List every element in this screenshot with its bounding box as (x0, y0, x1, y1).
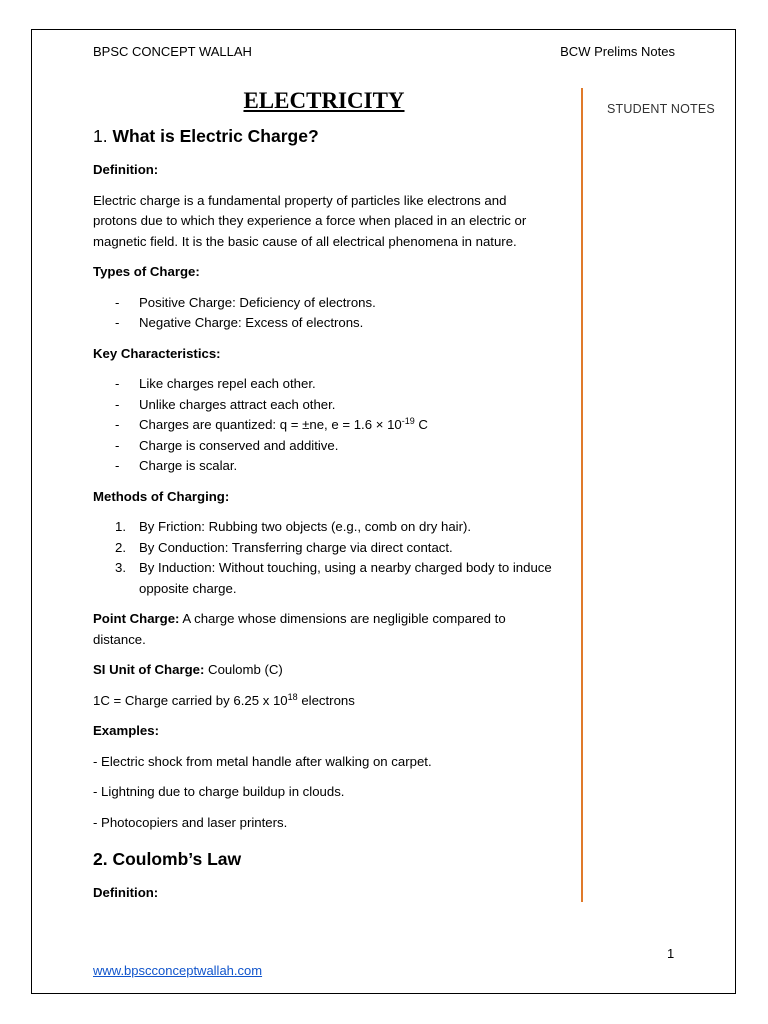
list-item-text: Positive Charge: Deficiency of electrons. (139, 294, 376, 310)
list-item: - Charge is conserved and additive. (115, 437, 339, 453)
example-item: - Photocopiers and laser printers. (93, 814, 288, 830)
list-item: - Unlike charges attract each other. (115, 396, 336, 412)
key-characteristics-list (93, 374, 553, 477)
coulomb-definition (93, 691, 553, 712)
section-1-heading (93, 124, 553, 148)
main-content (93, 86, 553, 914)
list-item-text: Charge is scalar. (139, 458, 238, 473)
section-2-definition-label: Definition: (93, 885, 159, 900)
student-notes-label: STUDENT NOTES (607, 102, 715, 116)
list-item: 3. By Induction: Without touching, using a nearby charged body to induce opposite charge. (115, 560, 552, 596)
point-charge-paragraph (93, 609, 553, 650)
methods-label: Methods of Charging: (93, 488, 230, 504)
definition-label: Definition: (93, 162, 159, 177)
definition-text: Electric charge is a fundamental property of particles like electrons and protons due to which they experience a force when placed in an electric or magnetic field. It is the basic cause of all electrical phenomena in nature. (93, 192, 527, 249)
sidebar-divider (581, 88, 583, 902)
list-item: - Like charges repel each other. (115, 376, 316, 391)
section-1-title: What is Electric Charge? (112, 126, 319, 146)
list-item-text: By Conduction: Transferring charge via direct contact. (139, 539, 453, 555)
page-number: 1 (667, 946, 675, 961)
header-brand: BPSC CONCEPT WALLAH (93, 44, 252, 59)
si-unit-label: SI Unit of Charge: (93, 662, 205, 677)
si-unit-paragraph (93, 660, 553, 681)
document-title: ELECTRICITY (243, 88, 405, 113)
exponent: 18 (287, 691, 298, 702)
coulomb-text-suffix: electrons (297, 692, 355, 708)
section-2-heading: 2. Coulomb’s Law (93, 849, 242, 869)
example-item: - Electric shock from metal handle after walking on carpet. (93, 753, 432, 769)
types-list (93, 293, 553, 334)
website-link[interactable]: www.bpscconceptwallah.com (93, 963, 263, 978)
list-item: 2. By Conduction: Transferring charge via direct contact. (115, 539, 453, 555)
point-charge-label: Point Charge: (93, 611, 180, 626)
list-item: 1. By Friction: Rubbing two objects (e.g., comb on dry hair). (115, 519, 472, 534)
point-charge-text: A charge whose dimensions are negligible compared to distance. (93, 611, 506, 647)
list-item: - Charges are quantized: q = ±ne, $e = 1.6 \times 10^{-19}$ C (115, 416, 428, 432)
key-characteristics-label: Key Characteristics: (93, 345, 221, 361)
methods-list (93, 517, 553, 599)
list-item: - Positive Charge: Deficiency of electrons. (115, 294, 376, 310)
list-item-text: Charge is conserved and additive. (139, 437, 339, 453)
list-item-text: Unlike charges attract each other. (139, 396, 336, 412)
si-unit-text: Coulomb (C) (204, 662, 283, 677)
examples-label: Examples: (93, 723, 159, 738)
list-item-text: By Induction: Without touching, using a nearby charged body to induce opposite charge. (139, 560, 552, 596)
list-item: - Charge is scalar. (115, 458, 238, 473)
list-item-text: By Friction: Rubbing two objects (e.g., comb on dry hair). (139, 519, 472, 534)
types-label: Types of Charge: (93, 264, 200, 279)
exponent: -19 (401, 416, 415, 426)
list-item: - Negative Charge: Excess of electrons. (115, 315, 364, 330)
list-item-text-suffix: C (414, 417, 428, 432)
list-item-text: Charges are quantized: q = ±ne, e = 1.6 × 10 (139, 417, 402, 432)
section-1-number: 1. (93, 126, 108, 146)
coulomb-text: 1C = Charge carried by 6.25 x 10 (93, 692, 288, 708)
list-item-text: Like charges repel each other. (139, 376, 316, 391)
header-notes-title: BCW Prelims Notes (560, 44, 675, 59)
list-item-text: Negative Charge: Excess of electrons. (139, 315, 364, 330)
example-item: - Lightning due to charge buildup in clouds. (93, 784, 345, 799)
